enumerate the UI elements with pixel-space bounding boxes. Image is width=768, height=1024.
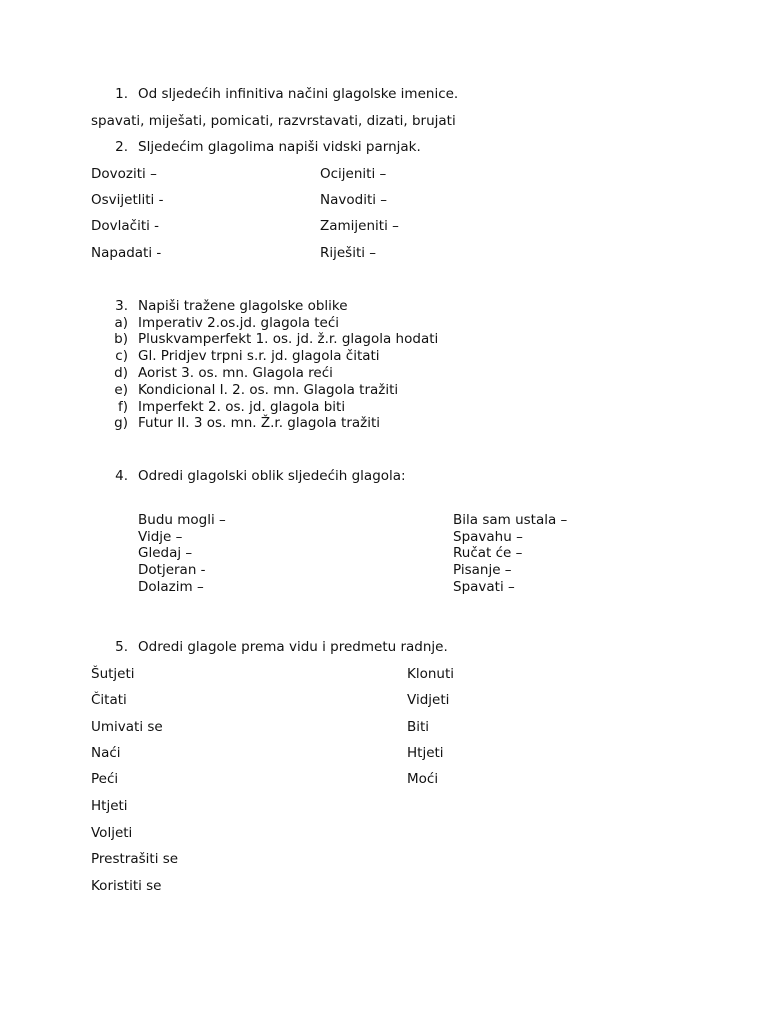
q4-left-item: Vidje – <box>138 529 183 545</box>
q4-left-item: Dotjeran - <box>138 562 206 578</box>
q5-instruction: Odredi glagole prema vidu i predmetu radnje. <box>138 639 448 655</box>
q3-item-letter: e) <box>114 382 128 398</box>
q2-left-item: Osvijetliti - <box>91 192 164 208</box>
q4-instruction: Odredi glagolski oblik sljedećih glagola: <box>138 468 406 484</box>
q4-right-item: Spavati – <box>453 579 515 595</box>
q5-left-item: Htjeti <box>91 798 128 814</box>
q4-left-item: Dolazim – <box>138 579 204 595</box>
q4-number: 4. <box>115 468 128 484</box>
q5-left-item: Voljeti <box>91 825 133 841</box>
q4-right-item: Pisanje – <box>453 562 512 578</box>
q5-left-item: Umivati se <box>91 719 163 735</box>
q3-item-text: Kondicional I. 2. os. mn. Glagola tražiti <box>138 382 399 398</box>
q3-item-text: Imperativ 2.os.jd. glagola teći <box>138 315 340 331</box>
q2-right-item: Zamijeniti – <box>320 218 399 234</box>
q5-right-item: Moći <box>407 771 439 787</box>
q5-left-item: Čitati <box>91 692 127 708</box>
q3-item-letter: c) <box>115 348 128 364</box>
q3-item-letter: b) <box>114 331 128 347</box>
q4-right-item: Bila sam ustala – <box>453 512 568 528</box>
q5-right-item: Klonuti <box>407 666 455 682</box>
q4-left-item: Gledaj – <box>138 545 193 561</box>
q3-item-letter: d) <box>114 365 128 381</box>
q2-instruction: Sljedećim glagolima napiši vidski parnjak. <box>138 139 421 155</box>
q4-right-item: Spavahu – <box>453 529 523 545</box>
q5-left-item: Naći <box>91 745 121 761</box>
q3-item-text: Imperfekt 2. os. jd. glagola biti <box>138 399 346 415</box>
q3-item-text: Gl. Pridjev trpni s.r. jd. glagola čitati <box>138 348 380 364</box>
q5-left-item: Prestrašiti se <box>91 851 179 867</box>
q5-left-item: Koristiti se <box>91 878 162 894</box>
q2-right-item: Ocijeniti – <box>320 166 387 182</box>
q5-right-item: Htjeti <box>407 745 444 761</box>
q2-right-item: Riješiti – <box>320 245 377 261</box>
q1-number: 1. <box>115 86 128 102</box>
q3-instruction: Napiši tražene glagolske oblike <box>138 298 348 314</box>
q3-item-text: Pluskvamperfekt 1. os. jd. ž.r. glagola hodati <box>138 331 439 347</box>
q3-number: 3. <box>115 298 128 314</box>
q5-number: 5. <box>115 639 128 655</box>
q1-instruction: Od sljedećih infinitiva načini glagolske imenice. <box>138 86 459 102</box>
q5-right-item: Vidjeti <box>407 692 450 708</box>
q4-right-item: Ručat će – <box>453 545 523 561</box>
q3-item-letter: a) <box>114 315 128 331</box>
q1-word-list: spavati, miješati, pomicati, razvrstavati, dizati, brujati <box>91 113 456 129</box>
q5-right-item: Biti <box>407 719 430 735</box>
q3-item-letter: f) <box>117 399 128 415</box>
q2-left-item: Dovlačiti - <box>91 218 160 234</box>
q3-item-text: Aorist 3. os. mn. Glagola reći <box>138 365 333 381</box>
q2-right-item: Navoditi – <box>320 192 388 208</box>
q4-left-item: Budu mogli – <box>138 512 226 528</box>
q2-number: 2. <box>115 139 128 155</box>
q3-item-text: Futur II. 3 os. mn. Ž.r. glagola tražiti <box>138 415 381 431</box>
q2-left-item: Napadati - <box>91 245 162 261</box>
q3-item-letter: g) <box>114 415 128 431</box>
q5-left-item: Peći <box>91 771 119 787</box>
q5-left-item: Šutjeti <box>91 666 135 682</box>
q2-left-item: Dovoziti – <box>91 166 157 182</box>
